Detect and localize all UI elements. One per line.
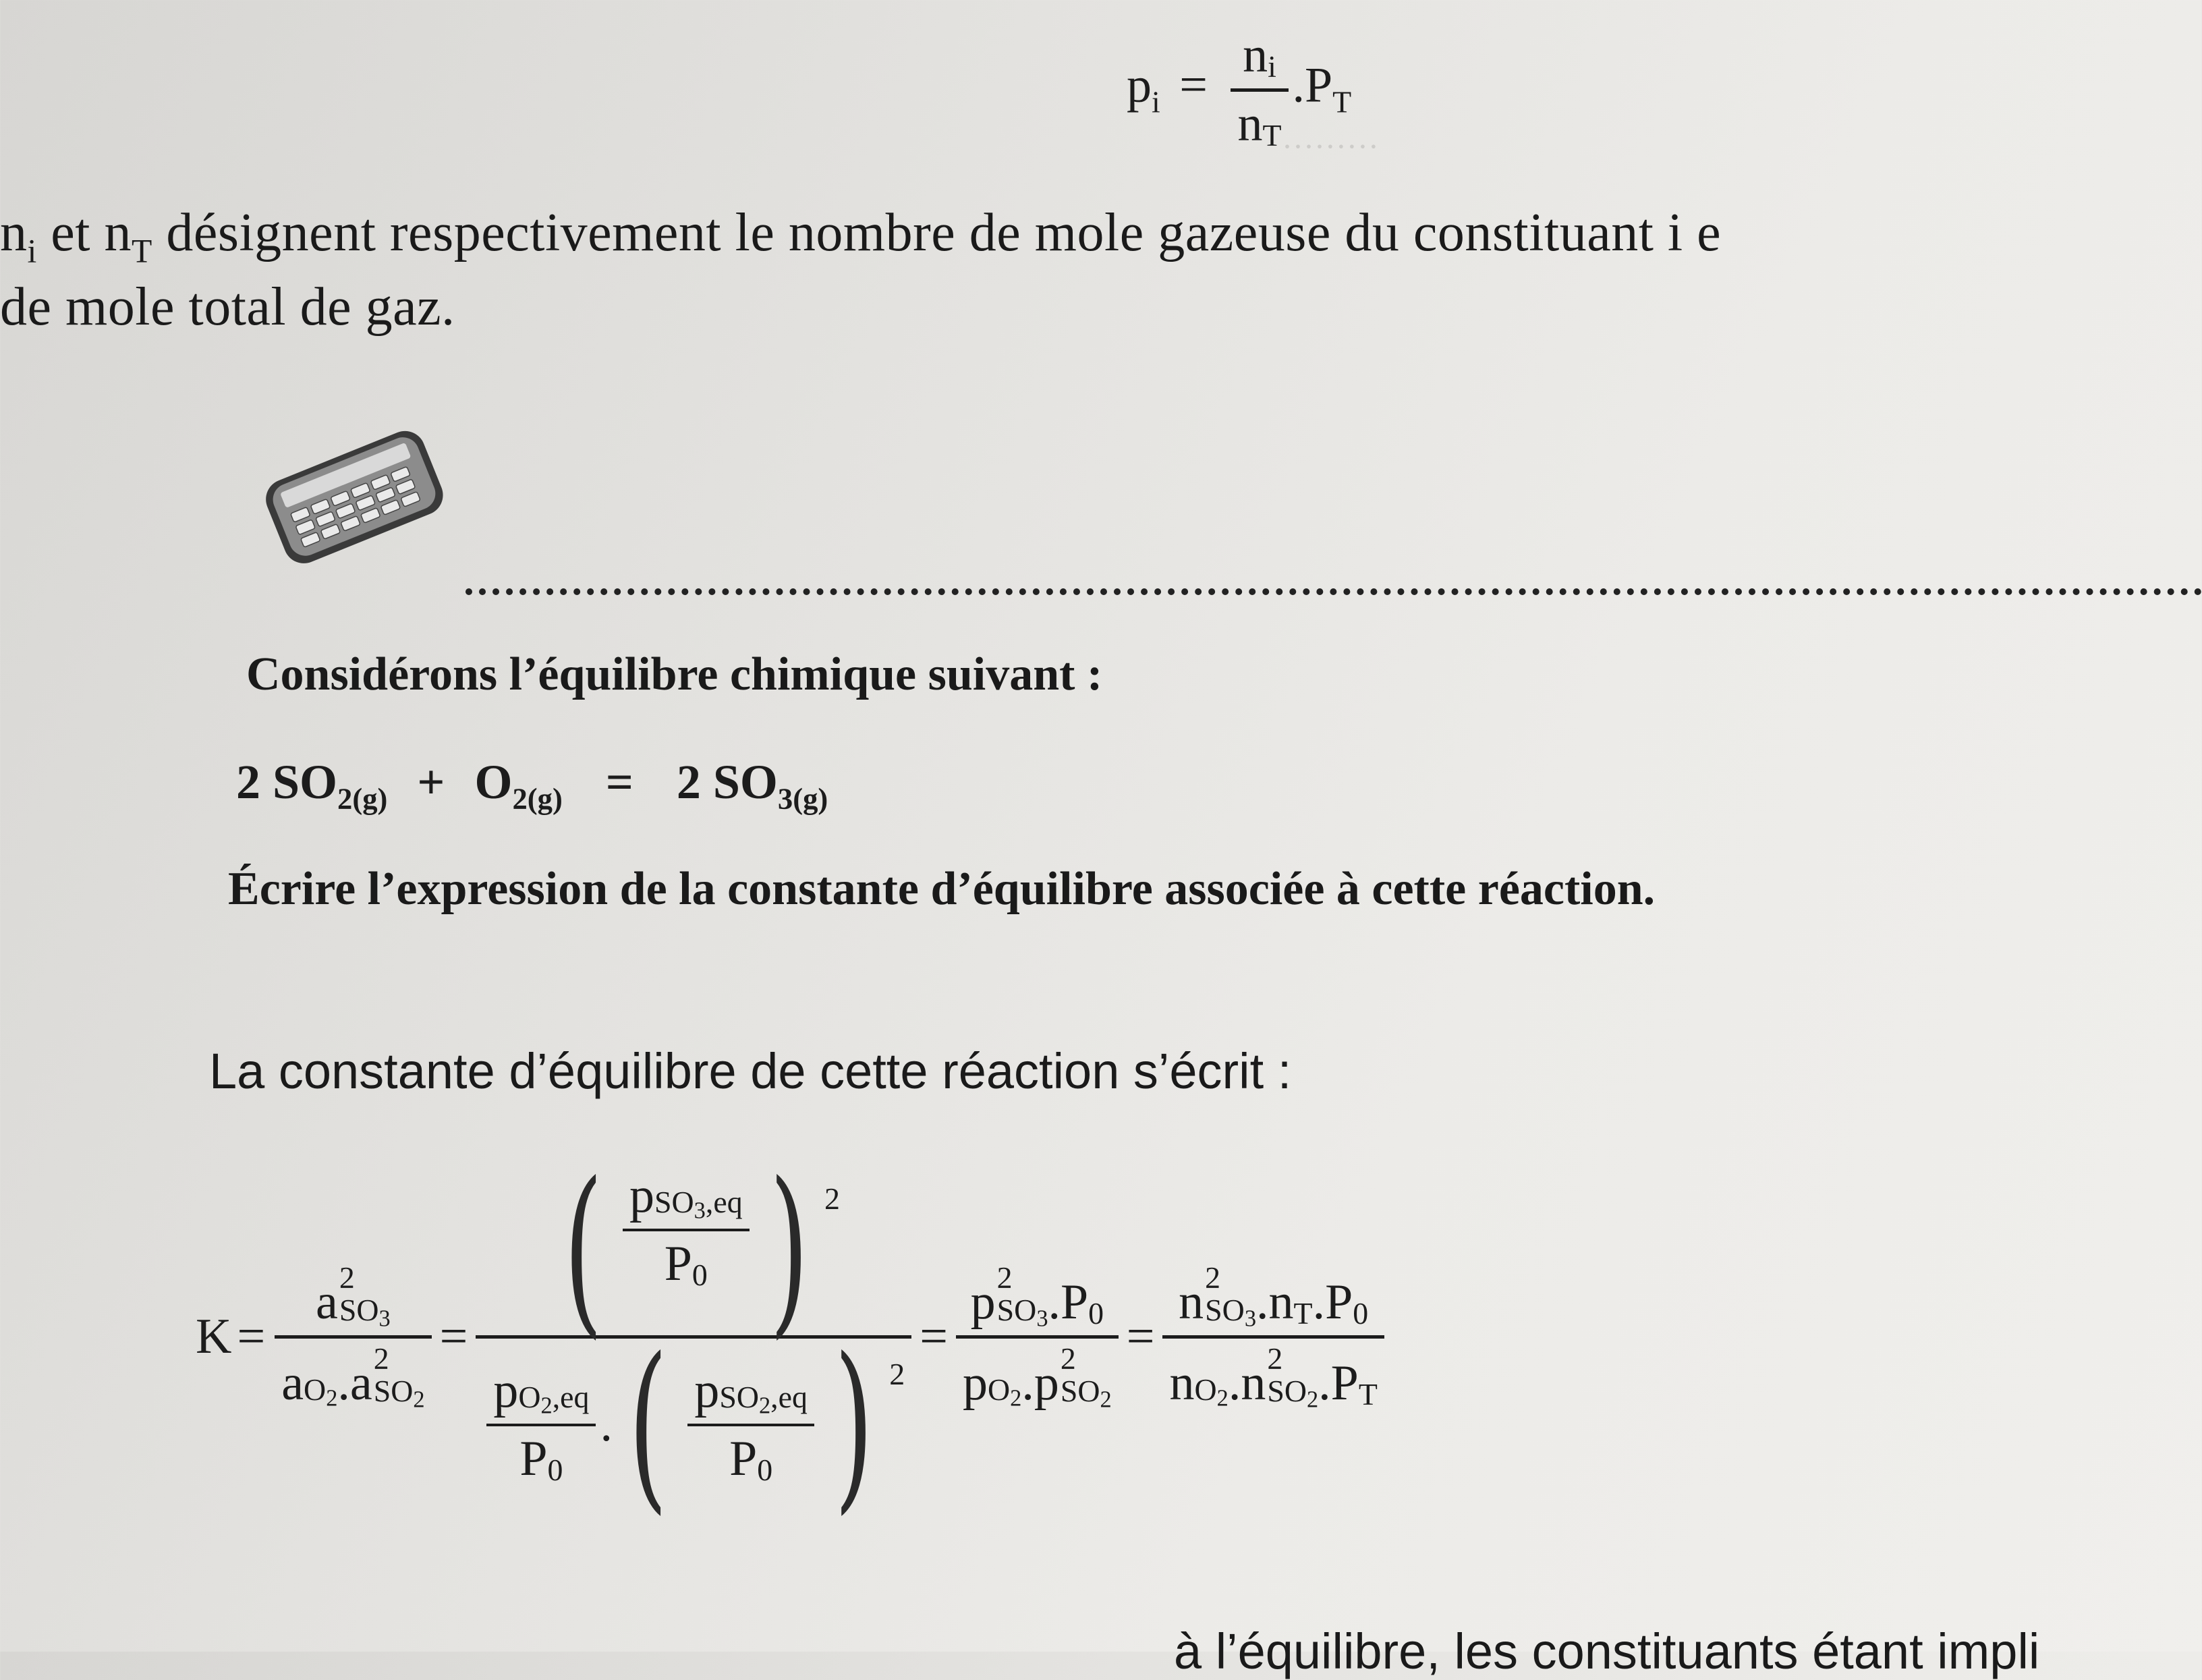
formula-num: n (1243, 28, 1268, 83)
definition-line-1 (0, 202, 1721, 270)
nn-dot-4: . (1318, 1355, 1331, 1411)
product-so3: 2 SO (676, 755, 778, 809)
nn-so2-species: SO (1267, 1374, 1307, 1409)
p-so2-eq: ,eq (770, 1379, 808, 1414)
nn-o2-species-sub: 2 (1216, 1385, 1229, 1411)
pp-so3-species: SO (996, 1293, 1037, 1328)
p-o2-species-sub: 2 (540, 1393, 553, 1419)
pp-so2-species: SO (1060, 1374, 1100, 1409)
pp-o2: p (963, 1355, 988, 1411)
equals-3: = (920, 1309, 949, 1364)
exercise-title (246, 648, 1102, 702)
formula-den: n (1237, 96, 1263, 152)
den-dot: . (600, 1397, 613, 1452)
formula-partial-pressure (1127, 27, 1351, 153)
act-o2-species: O (304, 1372, 327, 1407)
formula-num-sub: i (1268, 49, 1276, 84)
act-o2-species-sub: 2 (326, 1385, 338, 1411)
p0-1: P (664, 1236, 692, 1291)
definition-line-2 (0, 277, 455, 338)
nn-t: n (1268, 1275, 1294, 1330)
exp-so3: 2 (824, 1181, 840, 1216)
reactant-so2-sub: 2(g) (337, 781, 388, 816)
nn-p0-exp: 0 (1353, 1296, 1369, 1331)
act-so2-species-sub: 2 (413, 1387, 425, 1413)
pp-o2-species: O (988, 1372, 1011, 1407)
equals-4: = (1126, 1309, 1155, 1364)
pp-o2-species-sub: 2 (1010, 1385, 1022, 1411)
partial-pressure-fraction (956, 1262, 1119, 1412)
exercise-question (228, 862, 1655, 916)
show-through-text: ········· (1282, 129, 1379, 165)
nn-so3-species: SO (1205, 1293, 1245, 1328)
act-so3-species: SO (339, 1293, 379, 1328)
pp-so2-species-sub: 2 (1100, 1387, 1112, 1413)
left-paren-1: ( (563, 1143, 603, 1355)
p-so2-species-sub: 2 (758, 1393, 771, 1419)
nn-so2-species-sub: 2 (1306, 1387, 1319, 1413)
pp-so3-exp: 2 (996, 1260, 1013, 1295)
reaction-equals: = (605, 755, 633, 809)
p-so2-over-p0 (687, 1362, 814, 1488)
pp-so3-species-sub: 3 (1036, 1306, 1048, 1332)
nn-t-sub: T (1293, 1296, 1313, 1331)
reactant-so2: 2 SO (236, 755, 338, 809)
act-a-o2: a (281, 1355, 304, 1411)
left-paren-2: ( (628, 1318, 668, 1531)
nn-pt: P (1330, 1355, 1359, 1411)
pressure-ratio-fraction (476, 1143, 911, 1531)
calculator-icon (256, 425, 459, 567)
act-so2-species: SO (373, 1374, 414, 1409)
reactant-o2: O (474, 755, 513, 809)
p0-3-exp: 0 (757, 1452, 773, 1487)
activity-fraction (275, 1262, 431, 1412)
nn-p0: P (1325, 1275, 1353, 1330)
reactant-o2-sub: 2(g) (512, 781, 563, 816)
p-o2-over-p0 (486, 1362, 596, 1488)
reaction-plus: + (417, 755, 445, 809)
def-nt: et n (36, 203, 132, 262)
p0-2-exp: 0 (547, 1452, 563, 1487)
p-o2: p (493, 1362, 519, 1418)
p-so3-over-p0 (623, 1167, 750, 1293)
def-nt-sub: T (132, 232, 152, 270)
p-o2-eq: ,eq (552, 1379, 590, 1414)
def-rest: désignent respectivement le nombre de mole gazeuse du constituant i e (152, 203, 1722, 262)
def-ni: n (0, 203, 28, 262)
act-a-so2: a (349, 1355, 372, 1411)
act-so3-exp: 2 (339, 1260, 355, 1295)
reaction-equation (236, 754, 828, 816)
formula-equals: = (1179, 57, 1208, 113)
nn-dot-2: . (1312, 1275, 1326, 1330)
formula-den-sub: T (1262, 118, 1282, 152)
pp-so3: p (970, 1275, 996, 1330)
nn-o2-species: O (1194, 1372, 1217, 1407)
right-paren-2: ) (834, 1318, 874, 1531)
exp-so2: 2 (889, 1357, 905, 1391)
bottom-cut-text: à l’équilibre, les constituants étant impli (1174, 1623, 2040, 1679)
right-paren-1: ) (769, 1143, 809, 1355)
nn-so3: n (1179, 1275, 1204, 1330)
formula-fraction (1231, 27, 1288, 153)
act-a-so3: a (316, 1275, 338, 1330)
formula-tail: .P (1292, 57, 1333, 113)
p0-3: P (729, 1430, 758, 1486)
pp-p0-exp: 0 (1088, 1296, 1104, 1331)
equals-1: = (237, 1309, 266, 1364)
act-dot: . (337, 1355, 350, 1411)
formula-lhs: p (1127, 57, 1152, 113)
exercise-question-text: Écrire l’expression de la constante d’équilibre associée à cette réaction. (228, 863, 1656, 915)
pp-so2-exp: 2 (1060, 1341, 1076, 1376)
mole-number-fraction (1162, 1262, 1384, 1412)
p-so2-species: SO (719, 1379, 759, 1414)
nn-so2: n (1241, 1355, 1266, 1411)
p0-2: P (519, 1430, 548, 1486)
def-line2-text: de mole total de gaz. (0, 277, 455, 337)
nn-o2: n (1169, 1355, 1195, 1411)
p-so3: p (629, 1168, 654, 1223)
def-ni-sub: i (27, 232, 37, 270)
p-o2-species: O (518, 1379, 541, 1414)
act-so3-species-sub: 3 (378, 1306, 391, 1332)
pp-dot-2: . (1021, 1355, 1034, 1411)
p0-1-exp: 0 (691, 1258, 708, 1292)
answer-intro-text: La constante d’équilibre de cette réaction s’écrit : (209, 1043, 1292, 1099)
symbol-K: K (196, 1309, 232, 1364)
answer-intro (209, 1042, 1291, 1100)
nn-so3-species-sub: 3 (1244, 1306, 1257, 1332)
act-so2-exp: 2 (373, 1341, 389, 1376)
p-so3-eq: ,eq (705, 1185, 743, 1220)
nn-so3-exp: 2 (1205, 1260, 1221, 1295)
nn-dot-1: . (1256, 1275, 1269, 1330)
formula-lhs-sub: i (1152, 84, 1160, 119)
p-so2: p (694, 1362, 720, 1418)
pp-so2: p (1034, 1355, 1059, 1411)
p-so3-species-sub: 3 (694, 1198, 706, 1224)
equilibrium-constant-expression (196, 1143, 1388, 1531)
dotted-separator (465, 588, 2202, 595)
nn-so2-exp: 2 (1267, 1341, 1283, 1376)
nn-pt-sub: T (1358, 1376, 1378, 1411)
equals-2: = (439, 1309, 468, 1364)
exercise-title-text: Considérons l’équilibre chimique suivant : (246, 648, 1103, 700)
p-so3-species: SO (654, 1185, 694, 1220)
pp-p0: P (1061, 1275, 1089, 1330)
pp-dot-1: . (1048, 1275, 1061, 1330)
product-so3-sub: 3(g) (777, 781, 828, 816)
formula-tail-sub: T (1332, 84, 1352, 119)
nn-dot-3: . (1228, 1355, 1241, 1411)
